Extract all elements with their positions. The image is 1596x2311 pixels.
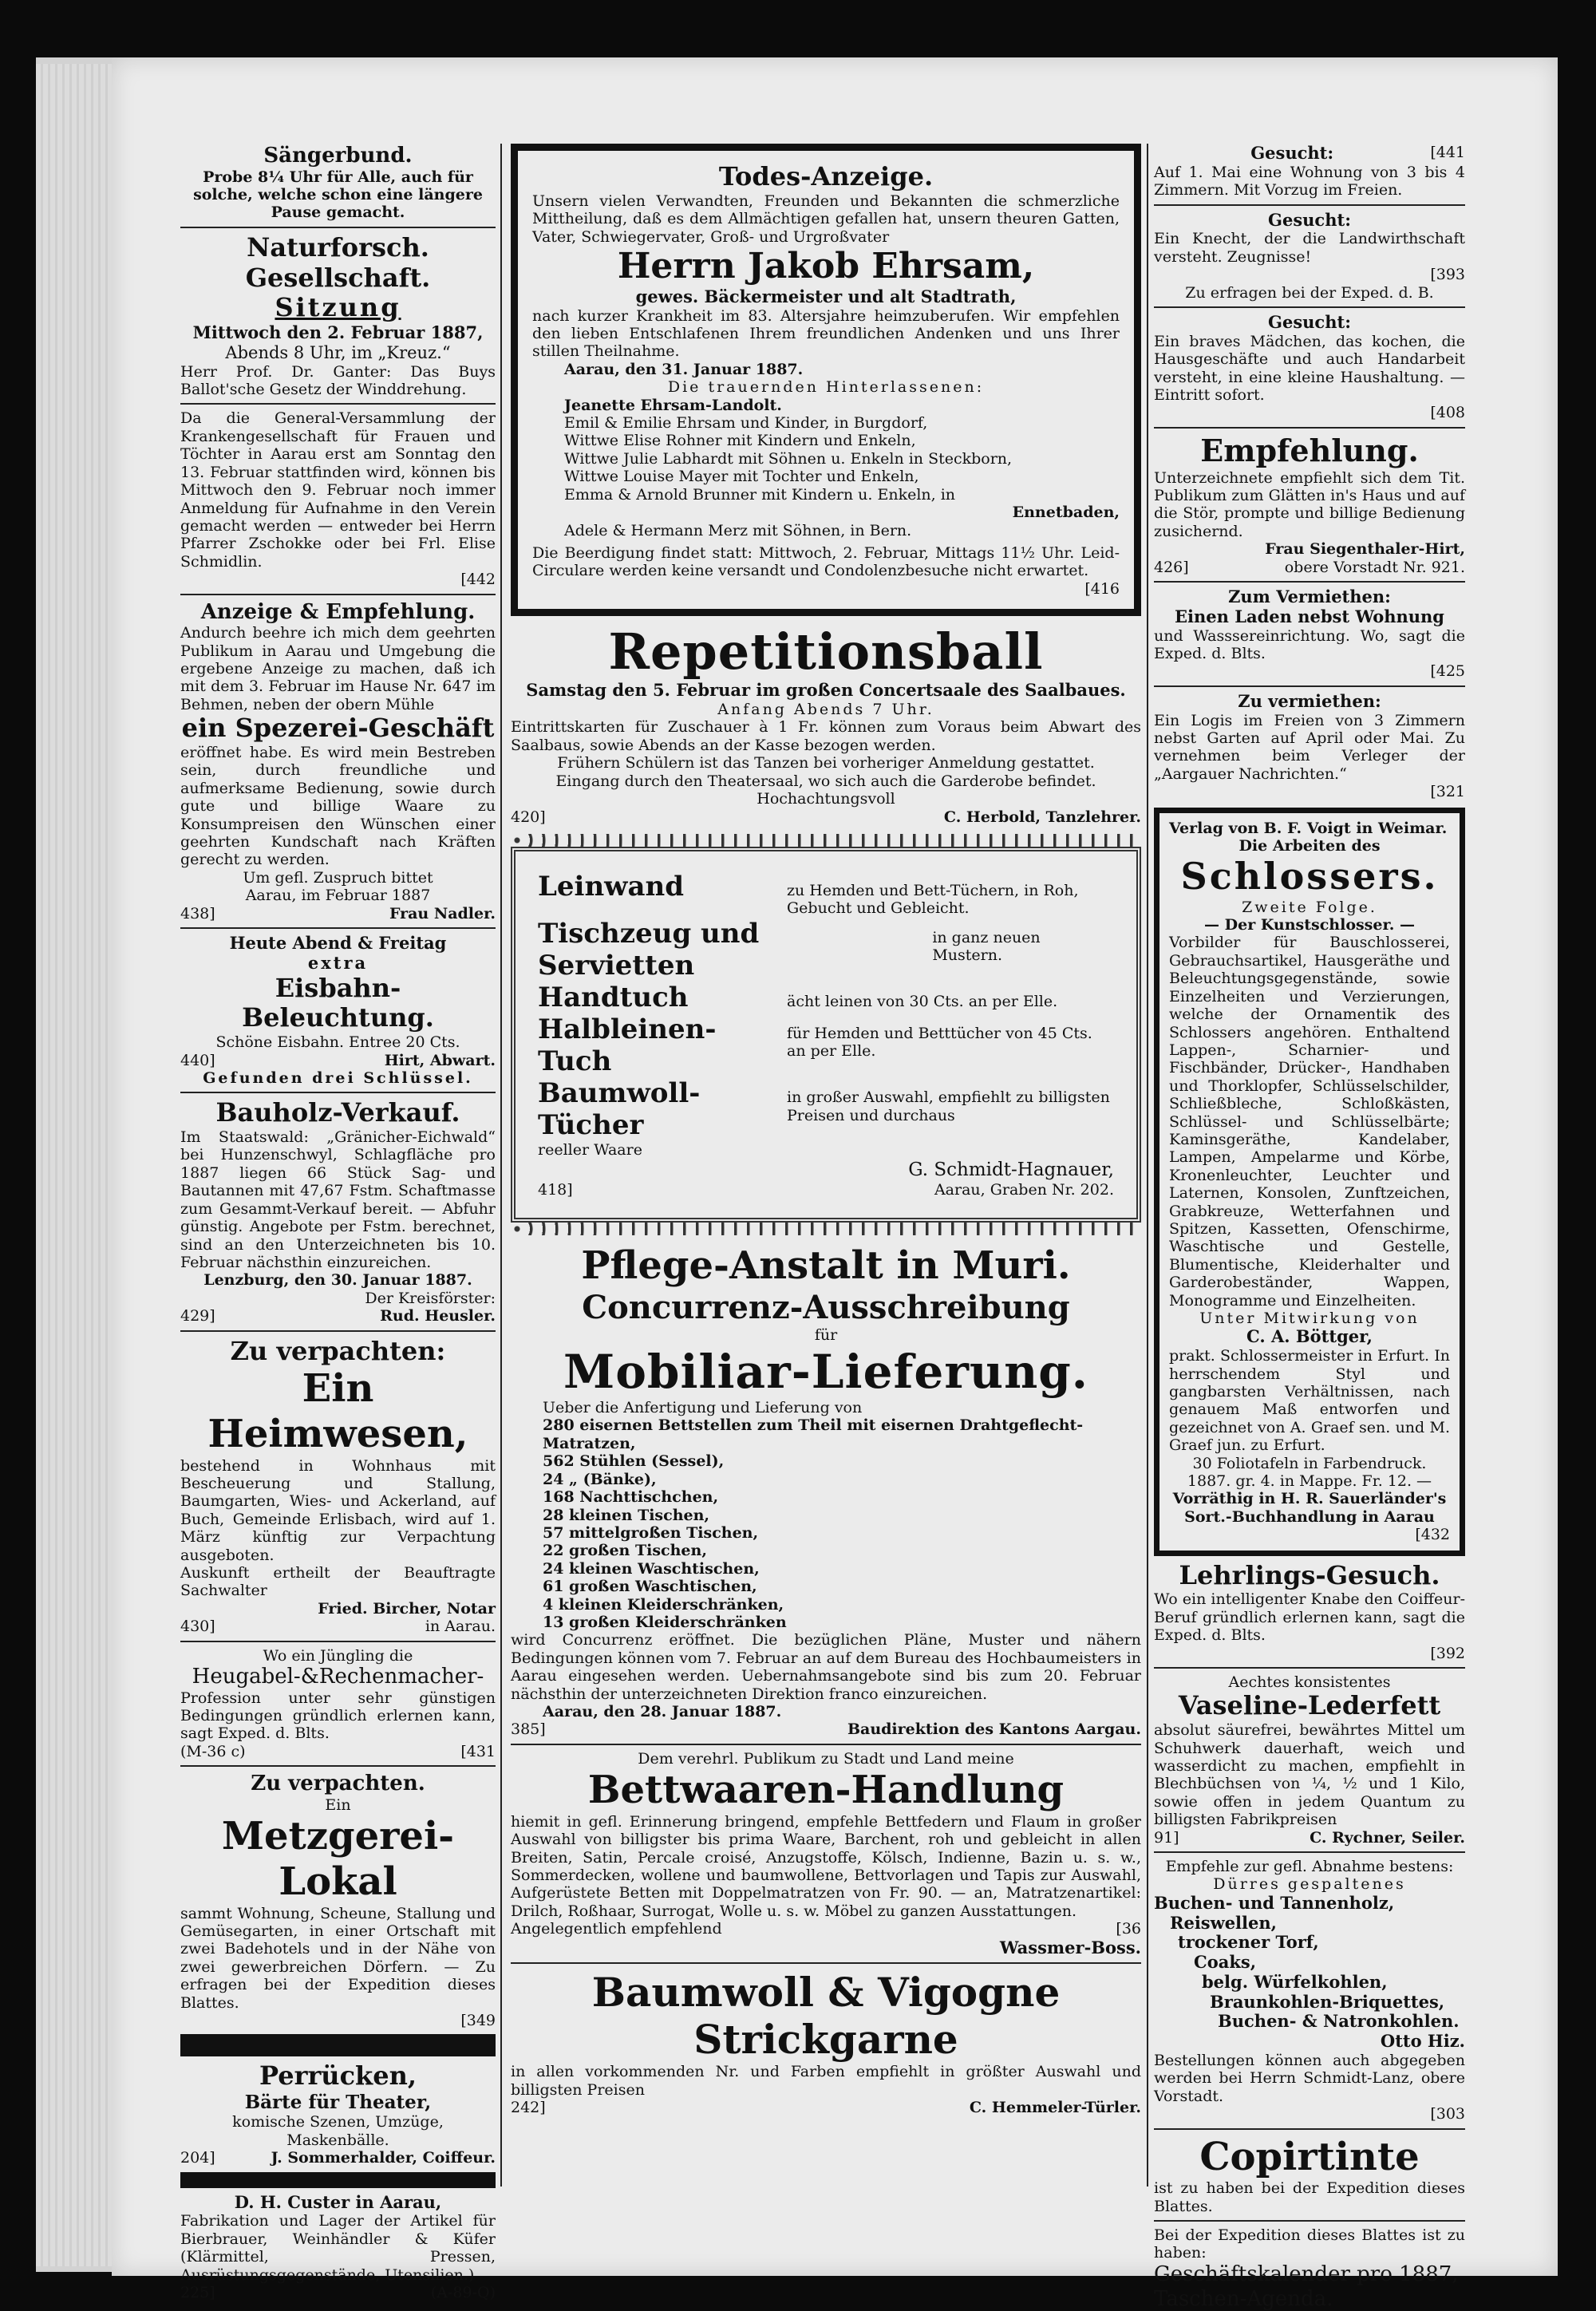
verm1-number: [425	[1154, 662, 1465, 680]
conc-title: Concurrenz-Ausschreibung	[511, 1289, 1141, 1326]
verm1-text: und Wasssereinrichtung. Wo, sagt die Exped. d. Blts.	[1154, 627, 1465, 663]
divider	[1154, 581, 1465, 583]
heugabel-pre: Wo ein Jüngling die	[180, 1647, 496, 1665]
mob-item: 61 großen Waschtischen,	[543, 1578, 1141, 1595]
divider	[180, 403, 496, 405]
copir-text: ist zu haben bei der Expedition dieses Blattes.	[1154, 2179, 1465, 2215]
heimwesen-pre: Zu verpachten:	[180, 1337, 496, 1367]
empf-sign: Frau Siegenthaler-Hirt,	[1154, 540, 1465, 558]
holz-text: Bestellungen können auch abgegeben werden bei Herrn Schmidt-Lanz, obere Vorstadt.	[1154, 2052, 1465, 2105]
linen-reell: reeller Waare	[538, 1141, 1114, 1159]
linen-item-name: Halbleinen-Tuch	[538, 1013, 777, 1077]
linen-number: 418]	[538, 1181, 573, 1199]
voigt-title: Schlossers.	[1169, 855, 1450, 898]
linen-item-desc: in großer Auswahl, empfiehlt zu billigsten Preisen und durchaus	[787, 1088, 1114, 1124]
kal-text: Bei der Expedition dieses Blattes ist zu haben:	[1154, 2226, 1465, 2262]
divider	[180, 927, 496, 929]
mob-number: 385]	[511, 1720, 546, 1738]
eisbahn-pre: Heute Abend & Freitag	[180, 934, 496, 954]
death-notice-box	[511, 144, 1141, 616]
bett-title: Bettwaaren-Handlung	[511, 1768, 1141, 1813]
right-column	[1154, 144, 1465, 2311]
mob-item: 22 großen Tischen,	[543, 1542, 1141, 1559]
divider	[1154, 1851, 1465, 1853]
saengerbund-title: Sängerbund.	[180, 144, 496, 168]
voigt-mit: Unter Mitwirkung von	[1169, 1310, 1450, 1327]
gesucht1-title: Gesucht:	[1250, 144, 1333, 164]
middle-column	[511, 144, 1141, 2117]
voigt-head: Verlag von B. F. Voigt in Weimar.	[1169, 820, 1450, 837]
metzgerei-ein: Ein	[180, 1796, 496, 1814]
voigt-folge: Zweite Folge.	[1169, 899, 1450, 916]
holz-item: Reiswellen,	[1170, 1914, 1465, 1934]
black-bar	[180, 2172, 496, 2188]
mourner: Ennetbaden,	[564, 504, 1120, 521]
spezerei-bitte: Um gefl. Zuspruch bittet	[180, 869, 496, 887]
conc-fuer: für	[511, 1326, 1141, 1344]
holz-list	[1154, 1894, 1465, 2032]
metzgerei-number: [349	[180, 2012, 496, 2029]
mob-item: 28 kleinen Tischen,	[543, 1507, 1141, 1524]
vas-number: 91]	[1154, 1829, 1179, 1847]
spezerei-sign: Frau Nadler.	[389, 905, 496, 922]
holz-item: belg. Würfelkohlen,	[1202, 1973, 1465, 1993]
spezerei-text: eröffnet habe. Es wird mein Bestreben sein, durch freundliche und aufmerksame Bedienung, sowie durch gute und billige Waare zu Konsumpreisen den Wünschen einer geehrten Kundschaft nach Kräften gerecht zu werden.	[180, 744, 496, 869]
bett-text: hiemit in gefl. Erinnerung bringend, empfehle Bettfedern und Flaum in großer Auswahl von billigster bis prima Waare, Barchent, roh und gebleicht in allen Breiten, Satin, Percale croisé, Anzugstoffe, Kölsch, Indienne, Bazin u. s. w., Sommerdecken, wollene und baumwollene, Bettvorlagen und Tapis zur Auswahl, Aufgerüstete Betten mit Doppelmatratzen von Fr. 90. — an, Matratzenartikel: Drilch, Roßhaar, Surrogat, Wolle u. s. w. Möbel zu ganzen Ausstattungen.	[511, 1813, 1141, 1920]
eisbahn-extra: extra	[180, 954, 496, 974]
vas-sign: C. Rychner, Seiler.	[1310, 1829, 1465, 1847]
verm1-title: Zum Vermiethen:	[1154, 587, 1465, 607]
divider	[1154, 427, 1465, 429]
linen-item-name: Baumwoll-Tücher	[538, 1077, 777, 1141]
column-rule-left	[500, 144, 502, 2187]
todes-desc: gewes. Bäckermeister und alt Stadtrath,	[532, 287, 1120, 307]
ball-sign: C. Herbold, Tanzlehrer.	[944, 808, 1141, 826]
eisbahn-text: Schöne Eisbahn. Entree 20 Cts.	[180, 1033, 496, 1051]
todes-mourners-head: Die trauernden Hinterlassenen:	[532, 378, 1120, 396]
gesucht3-number: [408	[1154, 404, 1465, 421]
linen-item-name: Tischzeug und Servietten	[538, 918, 922, 982]
vas-pre: Aechtes konsistentes	[1154, 1673, 1465, 1691]
verm2-title: Zu vermiethen:	[1154, 692, 1465, 712]
ornament-border	[511, 1223, 1141, 1235]
bauholz-number: 429]	[180, 1307, 215, 1325]
garn-sign: C. Hemmeler-Türler.	[970, 2099, 1141, 2116]
divider	[1154, 204, 1465, 206]
voigt-sub: — Der Kunstschlosser. —	[1169, 916, 1450, 934]
todes-number: [416	[532, 580, 1120, 598]
vas-text: absolut säurefrei, bewährtes Mittel um Schuhwerk dauerhaft, weich und wasserdicht zu machen, empfiehlt in Blechbüchsen von ¼, ½ und 1 Kilo, sowie offen in jedem Quantum zu billigsten Fabrikpreisen	[1154, 1721, 1465, 1828]
left-column	[180, 144, 496, 2301]
linen-place: Aarau, Graben Nr. 202.	[934, 1181, 1114, 1199]
divider	[511, 1744, 1141, 1745]
eisbahn-title: Eisbahn-Beleuchtung.	[180, 974, 496, 1034]
spezerei-title: ein Spezerei-Geschäft	[180, 713, 496, 744]
gesucht3-title: Gesucht:	[1154, 313, 1465, 333]
bauholz-title: Bauholz-Verkauf.	[180, 1098, 496, 1128]
divider	[1154, 1667, 1465, 1669]
ball-greet: Hochachtungsvoll	[511, 790, 1141, 808]
ball-text3: Eingang durch den Theatersaal, wo sich auch die Garderobe befindet.	[511, 772, 1141, 790]
mourner: Jeanette Ehrsam-Landolt.	[564, 397, 1120, 414]
holz-item: trockener Torf,	[1178, 1933, 1465, 1953]
holz-sub: Dürres gespaltenes	[1154, 1875, 1465, 1893]
mobiliar-title: Mobiliar-Lieferung.	[511, 1345, 1141, 1399]
mob-item: 24 kleinen Waschtischen,	[543, 1560, 1141, 1578]
saengerbund-text: Probe 8¼ Uhr für Alle, auch für solche, welche schon eine längere Pause gemacht.	[180, 168, 496, 222]
heimwesen-text: bestehend in Wohnhaus mit Bescheuerung und Stallung, Baumgarten, Wies- und Ackerland, auf Buch, Gemeinde Erlisbach, wird auf 1. März künftig zur Verpachtung ausgeboten.	[180, 1457, 496, 1564]
holz-item: Braunkohlen-Briquettes,	[1210, 1993, 1465, 2013]
mob-intro: Ueber die Anfertigung und Lieferung von	[543, 1399, 1141, 1416]
page-stack-edge	[36, 64, 118, 2266]
voigt-text2: prakt. Schlossermeister in Erfurt. In herrschendem Styl und gangbarsten Verhältnissen, nach genauem Maß entworfen und gezeichnet von A. Graef sen. und M. Graef jun. zu Erfurt.	[1169, 1347, 1450, 1454]
lehr-number: [392	[1154, 1645, 1465, 1662]
mob-item: 168 Nachttischchen,	[543, 1488, 1141, 1506]
verm2-text: Ein Logis im Freien von 3 Zimmern nebst Garten auf April oder Mai. Zu vernehmen beim Verleger der „Aargauer Nachrichten.“	[1154, 712, 1465, 784]
bauholz-place: Lenzburg, den 30. Januar 1887.	[180, 1271, 496, 1289]
column-rule-right	[1147, 144, 1148, 2187]
metzgerei-text: sammt Wohnung, Scheune, Stallung und Gemüsegarten, in einer Ortschaft mit zwei Badehotels und in der Nähe von zwei gewerbreichen Dörfern. — Zu erfragen bei der Expedition dieses Blattes.	[180, 1905, 496, 2012]
metzgerei-title: Metzgerei-Lokal	[180, 1814, 496, 1904]
voigt-ad-box	[1154, 808, 1465, 1556]
bett-pre: Dem verehrl. Publikum zu Stadt und Land meine	[511, 1750, 1141, 1768]
verm2-number: [321	[1154, 783, 1465, 800]
heugabel-number: [431	[460, 1743, 496, 1760]
black-bar	[180, 2034, 496, 2056]
gesucht1-number: [441	[1430, 144, 1465, 164]
empf-title: Empfehlung.	[1154, 433, 1465, 469]
linen-item-name: Leinwand	[538, 871, 777, 903]
ball-text2: Frühern Schülern ist das Tanzen bei vorheriger Anmeldung gestattet.	[511, 754, 1141, 772]
anzeige-title: Anzeige & Empfehlung.	[180, 600, 496, 625]
bauholz-sign: Rud. Heusler.	[380, 1307, 496, 1325]
mourner: Adele & Hermann Merz mit Söhnen, in Bern.	[564, 522, 1120, 539]
perruecken-sign: J. Sommerhalder, Coiffeur.	[271, 2149, 496, 2167]
perruecken-number: 204]	[180, 2149, 215, 2167]
mob-item: 4 kleinen Kleiderschränken,	[543, 1596, 1141, 1614]
bett-greet: Angelegentlich empfehlend	[511, 1920, 722, 1938]
linen-ad-box	[511, 847, 1141, 1223]
heimwesen-title: Ein Heimwesen,	[180, 1366, 496, 1456]
linen-item-desc: in ganz neuen Mustern.	[932, 929, 1114, 965]
sitzung-text: Herr Prof. Dr. Ganter: Das Buys Ballot'sche Gesetz der Winddrehung.	[180, 363, 496, 399]
bett-number: [36	[1116, 1920, 1141, 1938]
holz-item: Coaks,	[1194, 1953, 1465, 1973]
mob-sign: Baudirektion des Kantons Aargau.	[847, 1720, 1141, 1738]
divider	[1154, 306, 1465, 308]
eisbahn-number: 440]	[180, 1052, 215, 1069]
divider	[1154, 685, 1465, 687]
todes-mourners-list	[564, 397, 1120, 539]
garn-text: in allen vorkommenden Nr. und Farben empfiehlt in größter Auswahl und billigsten Preisen	[511, 2063, 1141, 2099]
perruecken-sub: Bärte für Theater,	[180, 2092, 496, 2113]
ornament-border	[511, 834, 1141, 847]
gesucht2-title: Gesucht:	[1154, 211, 1465, 231]
custer-title: D. H. Custer in Aarau,	[180, 2193, 496, 2213]
mourner: Wittwe Elise Rohner mit Kindern und Enkeln,	[564, 432, 1120, 449]
mob-item: 562 Stühlen (Sessel),	[543, 1452, 1141, 1470]
bauholz-text: Im Staatswald: „Gränicher-Eichwald“ bei Hunzenschwyl, Schlagfläche pro 1887 liegen 66 Stück Sag- und Bautannen mit 47,67 Fstm. Schaftmasse zum Gesammt-Verkauf bereit. — Abfuhr günstig. Angebote per Fstm. berechnet, sind an den Unterzeichneten bis 10. Februar nächsthin einzureichen.	[180, 1128, 496, 1271]
voigt-name: C. A. Böttger,	[1169, 1327, 1450, 1347]
gesucht3-text: Ein braves Mädchen, das kochen, die Hausgeschäfte und auch Handarbeit versteht, in eine kleine Haushaltung. — Eintritt sofort.	[1154, 333, 1465, 405]
todes-title: Todes-Anzeige.	[532, 162, 1120, 192]
heugabel-code: (M-36 c)	[180, 1743, 246, 1760]
perruecken-text: komische Szenen, Umzüge, Maskenbälle.	[180, 2113, 496, 2149]
ball-start: Anfang Abends 7 Uhr.	[511, 701, 1141, 718]
mourner: Emma & Arnold Brunner mit Kindern u. Enkeln, in	[564, 486, 1120, 504]
mob-date: Aarau, den 28. Januar 1887.	[543, 1703, 1141, 1720]
holz-pre: Empfehle zur gefl. Abnahme bestens:	[1154, 1858, 1465, 1875]
divider	[180, 1641, 496, 1642]
perruecken-title: Perrücken,	[180, 2061, 496, 2092]
todes-text: nach kurzer Krankheit im 83. Altersjahre heimzuberufen. Wir empfehlen den lieben Entschlafenen Ihrem freundlichen Andenken und uns Ihrer stillen Theilnahme.	[532, 307, 1120, 361]
bett-sign: Wassmer-Boss.	[511, 1938, 1141, 1958]
mob-item: 57 mittelgroßen Tischen,	[543, 1524, 1141, 1542]
linen-sign: G. Schmidt-Hagnauer,	[538, 1159, 1114, 1181]
gesucht2-number: [393	[1154, 266, 1465, 283]
metzgerei-pre: Zu verpachten.	[180, 1772, 496, 1796]
mourner: Wittwe Julie Labhardt mit Söhnen u. Enkeln in Steckborn,	[564, 450, 1120, 468]
spezerei-place: Aarau, im Februar 1887	[180, 887, 496, 904]
ball-number: 420]	[511, 808, 546, 826]
garn-number: 242]	[511, 2099, 546, 2116]
heimwesen-place: in Aarau.	[425, 1618, 496, 1635]
voigt-text3: 30 Foliotafeln in Farbendruck. 1887. gr. 4. in Mappe. Fr. 12. —	[1169, 1455, 1450, 1491]
voigt-text: Vorbilder für Bauschlosserei, Gebrauchsartikel, Hausgeräthe und Beleuchtungsgegenstände, sowie Einzelheiten und Verzierungen, welche der Ornamentik des Schlossers angehören. Enthaltend Lappen-, Scharnier- und Fischbänder, Drücker-, Handhaben und Thorklopfer, Schlüsselschilder, Schließbleche, Schloßkästen, Schlüssel- und Schlüsselbärte; Kaminsgeräthe, Kandelaber, Lampen, Ampelarme und Körbe, Kronenleuchter, Leuchter und Laternen, Konsolen, Zunftzeichen, Grabkreuze, Wetterfahnen und Spitzen, Kassetten, Ofenschirme, Waschtische und Gestelle, Blumentische, Kleiderhalter und Garderobeständer, Wappen, Monogramme und Einzelheiten.	[1169, 934, 1450, 1310]
mob-list	[543, 1416, 1141, 1631]
custer-text: Fabrikation und Lager der Artikel für Bierbrauer, Weinhändler & Küfer (Klärmittel, Pressen, Ausrüstungsgegenstände, Utensilien.)	[180, 2212, 496, 2284]
heugabel-text: Profession unter sehr günstigen Bedingungen gründlich erlernen kann, sagt Exped. d. Blts.	[180, 1689, 496, 1743]
heimwesen-info: Auskunft ertheilt der Beauftragte Sachwalter	[180, 1564, 496, 1600]
mob-item: 13 großen Kleiderschränken	[543, 1614, 1141, 1631]
copir-title: Copirtinte	[1154, 2135, 1465, 2180]
custer-code: (A-89-Q)	[431, 2284, 496, 2301]
divider	[180, 594, 496, 595]
divider	[180, 1330, 496, 1332]
holz-item: Buchen- & Natronkohlen.	[1218, 2012, 1465, 2032]
kal-sub: Taschen-Agenda.	[1154, 2287, 1465, 2311]
heimwesen-sign: Fried. Bircher, Notar	[180, 1600, 496, 1618]
voigt-number: [432	[1169, 1526, 1450, 1543]
gesucht2-info: Zu erfragen bei der Exped. d. B.	[1154, 284, 1465, 302]
divider	[511, 1962, 1141, 1964]
garn-title: Baumwoll & Vigogne Strickgarne	[511, 1969, 1141, 2063]
linen-item-name: Handtuch	[538, 982, 777, 1013]
custer-number: 225]	[180, 2284, 215, 2301]
holz-number: [303	[1154, 2105, 1465, 2123]
divider	[180, 1765, 496, 1767]
sitzung-time: Abends 8 Uhr, im „Kreuz.“	[180, 343, 496, 363]
empf-text: Unterzeichnete empfiehlt sich dem Tit. Publikum zum Glätten in's Haus und auf die Stör, prompte und billige Bedienung zusichernd.	[1154, 469, 1465, 541]
divider	[180, 1092, 496, 1093]
sitzung-title: Sitzung	[180, 293, 496, 323]
todes-date: Aarau, den 31. Januar 1887.	[564, 361, 1120, 378]
todes-funeral: Die Beerdigung findet statt: Mittwoch, 2. Februar, Mittags 11½ Uhr. Leid-Circulare werden keine versandt und Condolenzbesuche nicht erwartet.	[532, 544, 1120, 580]
gesucht1-text: Auf 1. Mai eine Wohnung von 3 bis 4 Zimmern. Mit Vorzug im Freien.	[1154, 164, 1465, 199]
eisbahn-found: Gefunden drei Schlüssel.	[180, 1069, 496, 1087]
todes-name: Herrn Jakob Ehrsam,	[532, 246, 1120, 287]
ball-text1: Eintrittskarten für Zuschauer à 1 Fr. können zum Voraus beim Abwart des Saalbaus, sowie Abends an der Kasse bezogen werden.	[511, 718, 1141, 754]
todes-intro: Unsern vielen Verwandten, Freunden und Bekannten die schmerzliche Mittheilung, daß es dem Allmächtigen gefallen hat, unsern theuren Gatten, Vater, Schwiegervater, Groß- und Urgroßvater	[532, 192, 1120, 246]
verm1-sub: Einen Laden nebst Wohnung	[1154, 607, 1465, 627]
divider	[1154, 2220, 1465, 2222]
vas-title: Vaseline-Lederfett	[1154, 1691, 1465, 1721]
divider	[180, 227, 496, 228]
kranken-number: [442	[180, 571, 496, 588]
spezerei-number: 438]	[180, 905, 215, 922]
holz-sign: Otto Hiz.	[1154, 2032, 1465, 2052]
gesucht2-text: Ein Knecht, der die Landwirthschaft versteht. Zeugnisse!	[1154, 230, 1465, 266]
heugabel-title: Heugabel-&Rechenmacher-	[180, 1665, 496, 1689]
heimwesen-number: 430]	[180, 1618, 215, 1635]
empf-number: 426]	[1154, 559, 1189, 576]
naturforsch-title: Naturforsch. Gesellschaft.	[180, 233, 496, 294]
lehr-title: Lehrlings-Gesuch.	[1154, 1561, 1465, 1591]
holz-item: Buchen- und Tannenholz,	[1154, 1894, 1465, 1914]
mob-text: wird Concurrenz eröffnet. Die bezüglichen Pläne, Muster und nähern Bedingungen können vom 7. Februar an auf dem Bureau des Hochbaumeisters in Aarau eingesehen werden. Uebernahmsangebote sind bis zum 20. Februar nächsthin der unterzeichneten Direktion franco einzureichen.	[511, 1631, 1141, 1703]
kal-title: Geschäftskalender pro 1887,	[1154, 2262, 1465, 2287]
voigt-pre: Die Arbeiten des	[1169, 837, 1450, 855]
linen-item-desc: ächt leinen von 30 Cts. an per Elle.	[787, 993, 1057, 1010]
lehr-text: Wo ein intelligenter Knabe den Coiffeur-Beruf gründlich erlernen kann, sagt die Exped. d. Blts.	[1154, 1590, 1465, 1644]
sitzung-date: Mittwoch den 2. Februar 1887,	[180, 323, 496, 343]
mourner: Wittwe Louise Mayer mit Tochter und Enkeln,	[564, 468, 1120, 485]
linen-item-desc: für Hemden und Betttücher von 45 Cts. an per Elle.	[787, 1025, 1114, 1061]
linen-item-desc: zu Hemden und Bett-Tüchern, in Roh, Gebucht und Gebleicht.	[787, 882, 1114, 918]
ball-title: Repetitionsball	[511, 622, 1141, 681]
mob-item: 24 „ (Bänke),	[543, 1471, 1141, 1488]
eisbahn-sign: Hirt, Abwart.	[385, 1052, 496, 1069]
voigt-text4: Vorräthig in H. R. Sauerländer's Sort.-Buchhandlung in Aarau	[1169, 1490, 1450, 1526]
pflege-title: Pflege-Anstalt in Muri.	[511, 1243, 1141, 1289]
mourner: Emil & Emilie Ehrsam und Kinder, in Burgdorf,	[564, 414, 1120, 432]
ball-date: Samstag den 5. Februar im großen Concertsaale des Saalbaues.	[511, 681, 1141, 701]
divider	[1154, 2128, 1465, 2130]
mob-item: 280 eisernen Bettstellen zum Theil mit eisernen Drahtgeflecht-Matratzen,	[543, 1416, 1141, 1452]
bauholz-office: Der Kreisförster:	[180, 1290, 496, 1307]
kranken-text: Da die General-Versammlung der Krankengesellschaft für Frauen und Töchter in Aarau erst am Sonntag den 13. Februar stattfinden wird, können bis Mittwoch den 9. Februar noch immer Anmeldung für Aufnahme in den Verein gemacht werden — entweder bei Herrn Pfarrer Zschokke oder bei Frl. Elise Schmidlin.	[180, 409, 496, 571]
empf-place: obere Vorstadt Nr. 921.	[1285, 559, 1465, 576]
anzeige-text: Andurch beehre ich mich dem geehrten Publikum in Aarau und Umgebung die ergebene Anzeige zu machen, daß ich mit dem 3. Februar im Hause Nr. 647 im Behmen, neben der obern Mühle	[180, 624, 496, 713]
